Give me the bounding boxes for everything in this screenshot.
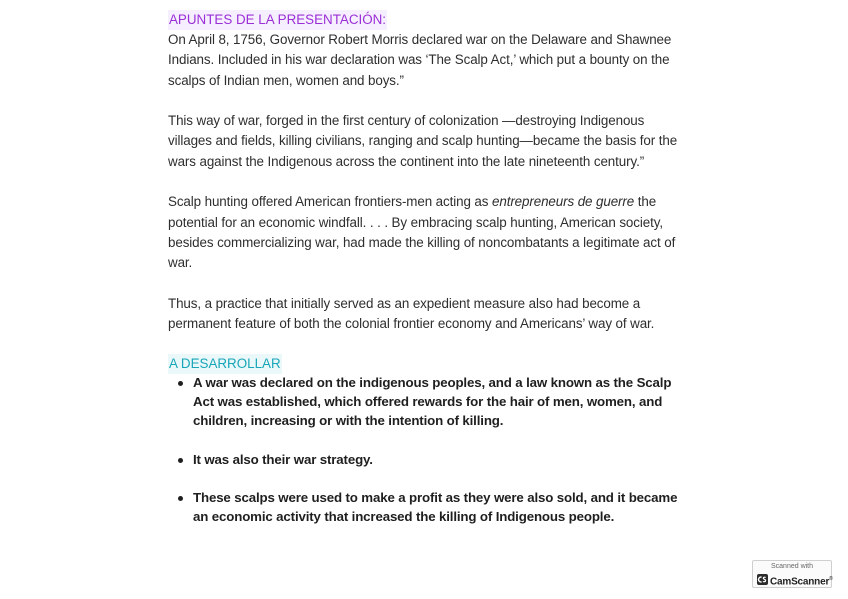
develop-heading: A DESARROLLAR <box>168 354 282 374</box>
bullet-dot-icon <box>178 496 183 501</box>
list-item <box>193 489 688 526</box>
camscanner-watermark <box>752 560 832 588</box>
paragraph-scalp-hunting <box>168 192 688 273</box>
list-item-text: These scalps were used to make a profit as they were also sold, and it became an economic activity that increased the killing of Indigenous people. <box>193 490 678 524</box>
notes-heading: APUNTES DE LA PRESENTACIÓN: <box>168 10 387 30</box>
list-item-text: It was also their war strategy. <box>193 451 373 467</box>
list-item-text: A war was declared on the indigenous peoples, and a law known as the Scalp Act was established, which offered rewards for the hair of men, women, and children, increasing or with the intention of killing. <box>193 375 672 428</box>
list-item <box>193 374 688 430</box>
watermark-top-text: Scanned with <box>770 563 814 570</box>
list-item <box>193 451 688 470</box>
bullet-dot-icon <box>178 458 183 463</box>
bullet-list <box>168 374 688 526</box>
paragraph-expedient-measure: Thus, a practice that initially served as an expedient measure also had become a permanent feature of both the colonial frontier economy and Americans’ way of war. <box>168 295 655 332</box>
document-page <box>168 10 688 527</box>
paragraph-way-of-war: This way of war, forged in the first century of colonization —destroying Indigenous villages and fields, killing civilians, ranging and scalp hunting—became the basis for the wars against the Indigenous across the continent into the late nineteenth century.” <box>168 113 678 169</box>
paragraph-scalp-hunting-end: the potential for an economic windfall. . . . By embracing scalp hunting, American society, besides commercializing war, had made the killing of noncombatants a legitimate act of war. <box>168 194 676 271</box>
paragraph-scalp-hunting-start: Scalp hunting offered American frontiers-men acting as <box>168 194 492 210</box>
paragraph-scalp-act: On April 8, 1756, Governor Robert Morris declared war on the Delaware and Shawnee Indians. Included in his war declaration was ‘The Scalp Act,’ which put a bounty on the scalps of Indian men, women and boys.” <box>168 32 672 88</box>
camscanner-logo-icon <box>757 574 768 585</box>
watermark-brand-name: CamScanner <box>770 576 830 588</box>
bullet-dot-icon <box>178 381 183 386</box>
watermark-brand <box>770 573 833 588</box>
paragraph-italic-phrase: entrepreneurs de guerre <box>492 194 635 210</box>
trademark-symbol: ® <box>829 576 833 582</box>
